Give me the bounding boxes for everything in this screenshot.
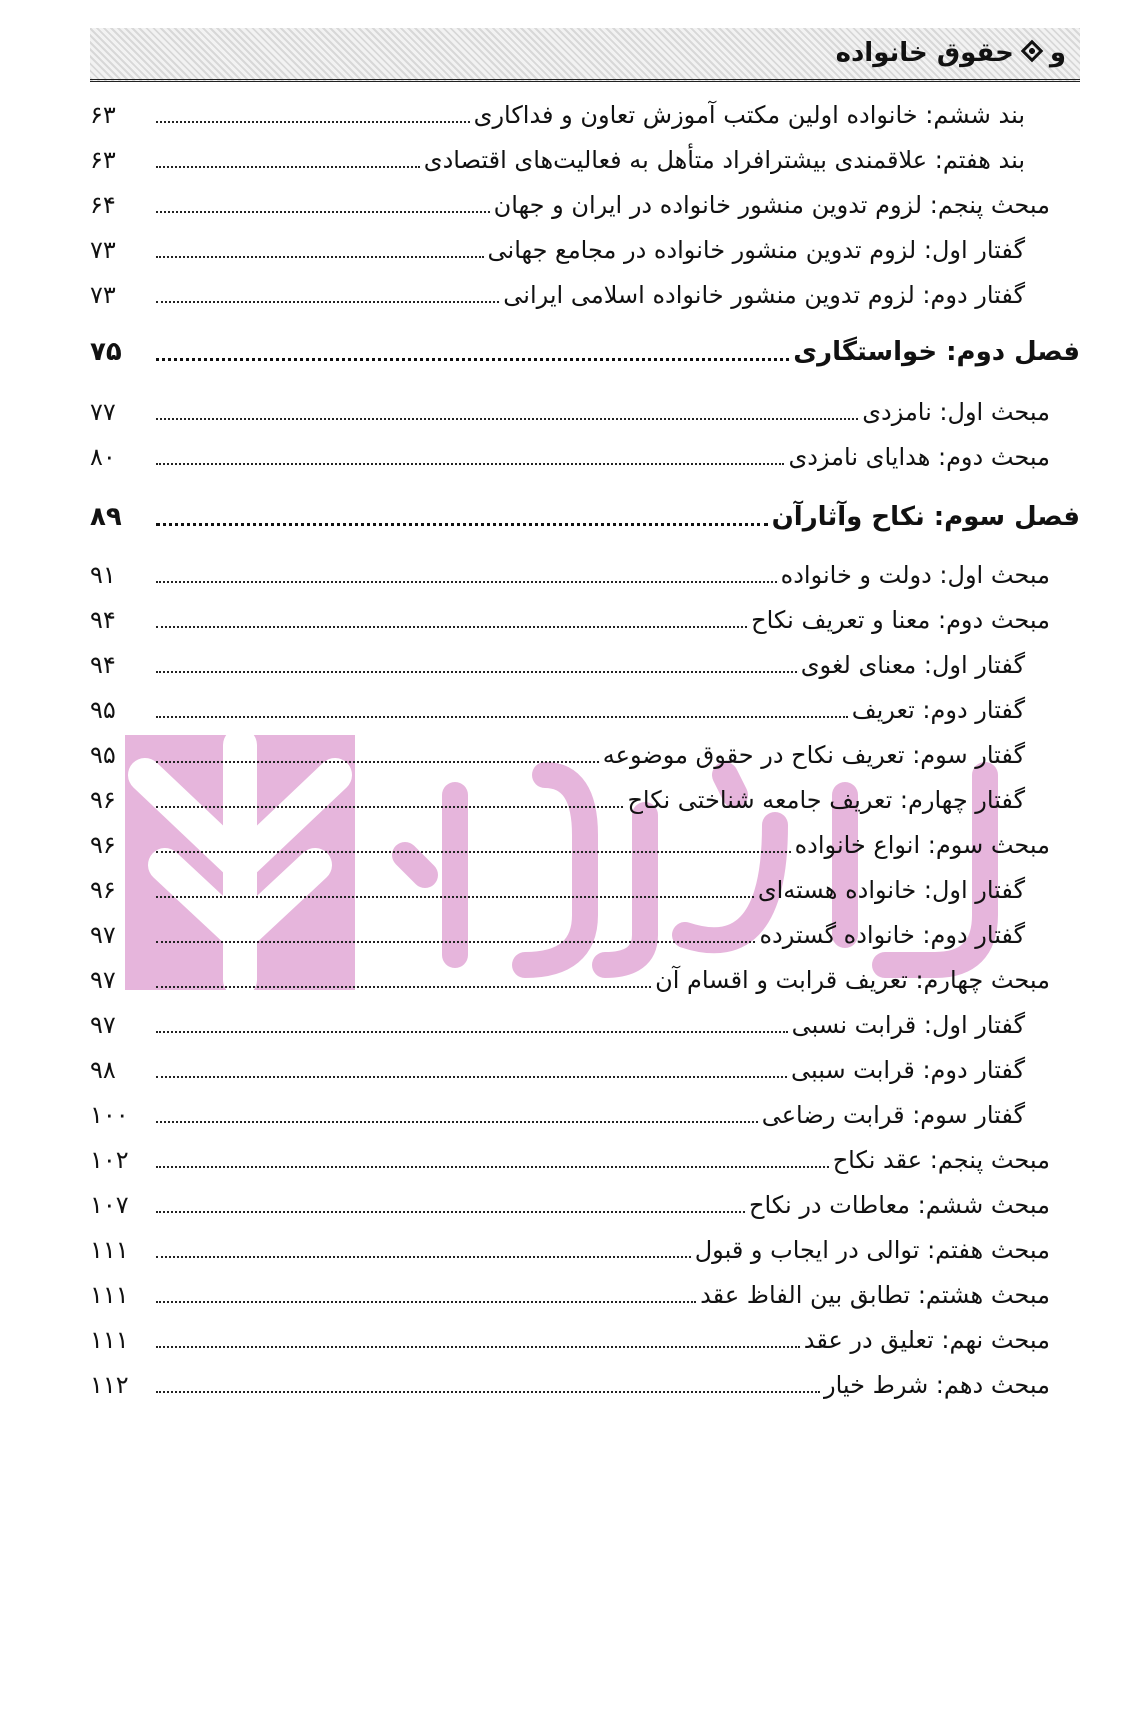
toc-page-number: ۱۰۲ xyxy=(90,1146,129,1174)
toc-page-number: ۹۷ xyxy=(90,1011,116,1039)
toc-page-number: ۷۷ xyxy=(90,398,116,426)
toc-page-number: ۱۱۱ xyxy=(90,1326,129,1354)
toc-entry-title: مبحث پنجم: عقد نکاح xyxy=(832,1146,1050,1174)
toc-row xyxy=(90,93,1080,137)
toc-entry-title: بند ششم: خانواده اولین مکتب آموزش تعاون و فداکاری xyxy=(473,101,1025,129)
dot-leader xyxy=(156,1391,820,1393)
dot-leader xyxy=(156,418,858,420)
toc-page-number: ۱۱۲ xyxy=(90,1371,129,1399)
toc-entry-title: مبحث اول: دولت و خانواده xyxy=(780,561,1050,589)
toc-page-number: ۹۶ xyxy=(90,831,116,859)
toc-entry-title: فصل سوم: نکاح وآثارآن xyxy=(771,502,1080,532)
toc-row xyxy=(90,688,1080,732)
toc-row xyxy=(90,643,1080,687)
toc-row xyxy=(90,1093,1080,1137)
dot-leader xyxy=(156,256,484,258)
dot-leader xyxy=(156,523,768,526)
toc-page-number: ۱۱۱ xyxy=(90,1236,129,1264)
toc-entry-title: مبحث هشتم: تطابق بین الفاظ عقد xyxy=(700,1281,1050,1309)
dot-leader xyxy=(156,896,754,898)
toc-page-number: ۹۱ xyxy=(90,561,116,589)
dot-leader xyxy=(156,1211,745,1213)
dot-leader xyxy=(156,121,470,123)
toc-entry-title: گفتار اول: لزوم تدوین منشور خانواده در مجامع جهانی xyxy=(487,236,1025,264)
toc-row xyxy=(90,435,1080,479)
toc-page-number: ۸۹ xyxy=(90,502,122,532)
toc-row xyxy=(90,390,1080,434)
toc-row xyxy=(90,1228,1080,1272)
toc-entry-title: مبحث نهم: تعلیق در عقد xyxy=(803,1326,1050,1354)
dot-leader xyxy=(156,671,797,673)
toc-row xyxy=(90,733,1080,777)
toc-entry-title: گفتار اول: معنای لغوی xyxy=(800,651,1025,679)
toc-row xyxy=(90,138,1080,182)
toc-entry-title: مبحث هفتم: توالی در ایجاب و قبول xyxy=(694,1236,1050,1264)
dot-leader xyxy=(156,1076,787,1078)
toc-row xyxy=(90,1273,1080,1317)
toc-row xyxy=(90,1183,1080,1227)
toc-entry-title: مبحث دوم: هدایای نامزدی xyxy=(788,443,1050,471)
page-letter: و xyxy=(1049,38,1066,68)
toc-entry-title: گفتار سوم: تعریف نکاح در حقوق موضوعه xyxy=(602,741,1025,769)
toc-row xyxy=(90,1318,1080,1362)
toc-page-number: ۹۷ xyxy=(90,966,116,994)
toc-entry-title: گفتار دوم: خانواده گسترده xyxy=(759,921,1025,949)
toc-entry-title: گفتار دوم: قرابت سببی xyxy=(790,1056,1025,1084)
toc-entry-title: گفتار اول: قرابت نسبی xyxy=(791,1011,1025,1039)
toc-page-number: ۹۸ xyxy=(90,1056,116,1084)
toc-page-number: ۷۵ xyxy=(90,337,122,367)
dot-leader xyxy=(156,1166,829,1168)
toc-row xyxy=(90,1003,1080,1047)
dot-leader xyxy=(156,1031,788,1033)
toc-entry-title: مبحث چهارم: تعریف قرابت و اقسام آن xyxy=(655,966,1050,994)
dot-leader xyxy=(156,358,789,361)
toc-page-number: ۸۰ xyxy=(90,443,116,471)
toc-row xyxy=(90,1048,1080,1092)
book-title: حقوق خانواده xyxy=(835,38,1014,68)
toc-page-number: ۱۰۷ xyxy=(90,1191,129,1219)
dot-leader xyxy=(156,301,499,303)
toc-entry-title: گفتار اول: خانواده هسته‌ای xyxy=(757,876,1025,904)
toc-entry-title: مبحث پنجم: لزوم تدوین منشور خانواده در ایران و جهان xyxy=(493,191,1050,219)
dot-leader xyxy=(156,716,848,718)
toc-row xyxy=(90,958,1080,1002)
table-of-contents xyxy=(90,0,1080,1736)
dot-leader xyxy=(156,1121,758,1123)
toc-page-number: ۹۴ xyxy=(90,651,116,679)
dot-leader xyxy=(156,986,651,988)
dot-leader xyxy=(156,1256,691,1258)
toc-entry-title: مبحث دهم: شرط خیار xyxy=(824,1371,1050,1399)
dot-leader xyxy=(156,1301,696,1303)
dot-leader xyxy=(156,851,791,853)
toc-page-number: ۹۶ xyxy=(90,876,116,904)
toc-page-number: ۷۳ xyxy=(90,236,116,264)
toc-chapter-row xyxy=(90,330,1080,374)
toc-page-number: ۱۱۱ xyxy=(90,1281,129,1309)
toc-entry-title: گفتار دوم: تعریف xyxy=(851,696,1025,724)
dot-leader xyxy=(156,761,599,763)
toc-page-number: ۶۴ xyxy=(90,191,116,219)
toc-page-number: ۶۳ xyxy=(90,146,116,174)
dot-leader xyxy=(156,211,490,213)
toc-entry-title: فصل دوم: خواستگاری xyxy=(793,337,1080,367)
toc-entry-title: مبحث اول: نامزدی xyxy=(862,398,1050,426)
toc-entry-title: مبحث دوم: معنا و تعریف نکاح xyxy=(751,606,1050,634)
toc-row xyxy=(90,598,1080,642)
toc-page-number: ۱۰۰ xyxy=(90,1101,129,1129)
toc-entry-title: گفتار دوم: لزوم تدوین منشور خانواده اسلامی ایرانی xyxy=(503,281,1025,309)
toc-row xyxy=(90,1138,1080,1182)
toc-row xyxy=(90,823,1080,867)
toc-entry-title: بند هفتم: علاقمندی بیشترافراد متأهل به فعالیت‌های اقتصادی xyxy=(423,146,1025,174)
dot-leader xyxy=(156,1346,800,1348)
toc-page-number: ۹۵ xyxy=(90,696,116,724)
toc-entry-title: گفتار سوم: قرابت رضاعی xyxy=(761,1101,1025,1129)
toc-row xyxy=(90,183,1080,227)
toc-chapter-row xyxy=(90,495,1080,539)
toc-entry-title: گفتار چهارم: تعریف جامعه شناختی نکاح xyxy=(627,786,1025,814)
toc-page-number: ۷۳ xyxy=(90,281,116,309)
dot-leader xyxy=(156,166,420,168)
toc-row xyxy=(90,913,1080,957)
toc-row xyxy=(90,1363,1080,1407)
toc-page-number: ۹۵ xyxy=(90,741,116,769)
toc-page-number: ۹۷ xyxy=(90,921,116,949)
toc-page-number: ۹۶ xyxy=(90,786,116,814)
toc-row xyxy=(90,273,1080,317)
dot-leader xyxy=(156,806,623,808)
toc-entry-title: مبحث ششم: معاطات در نکاح xyxy=(748,1191,1050,1219)
toc-row xyxy=(90,553,1080,597)
dot-leader xyxy=(156,626,747,628)
toc-row xyxy=(90,778,1080,822)
toc-row xyxy=(90,228,1080,272)
dot-leader xyxy=(156,463,784,465)
dot-leader xyxy=(156,941,755,943)
toc-entry-title: مبحث سوم: انواع خانواده xyxy=(794,831,1050,859)
toc-row xyxy=(90,868,1080,912)
toc-page-number: ۹۴ xyxy=(90,606,116,634)
dot-leader xyxy=(156,581,777,583)
toc-page-number: ۶۳ xyxy=(90,101,116,129)
